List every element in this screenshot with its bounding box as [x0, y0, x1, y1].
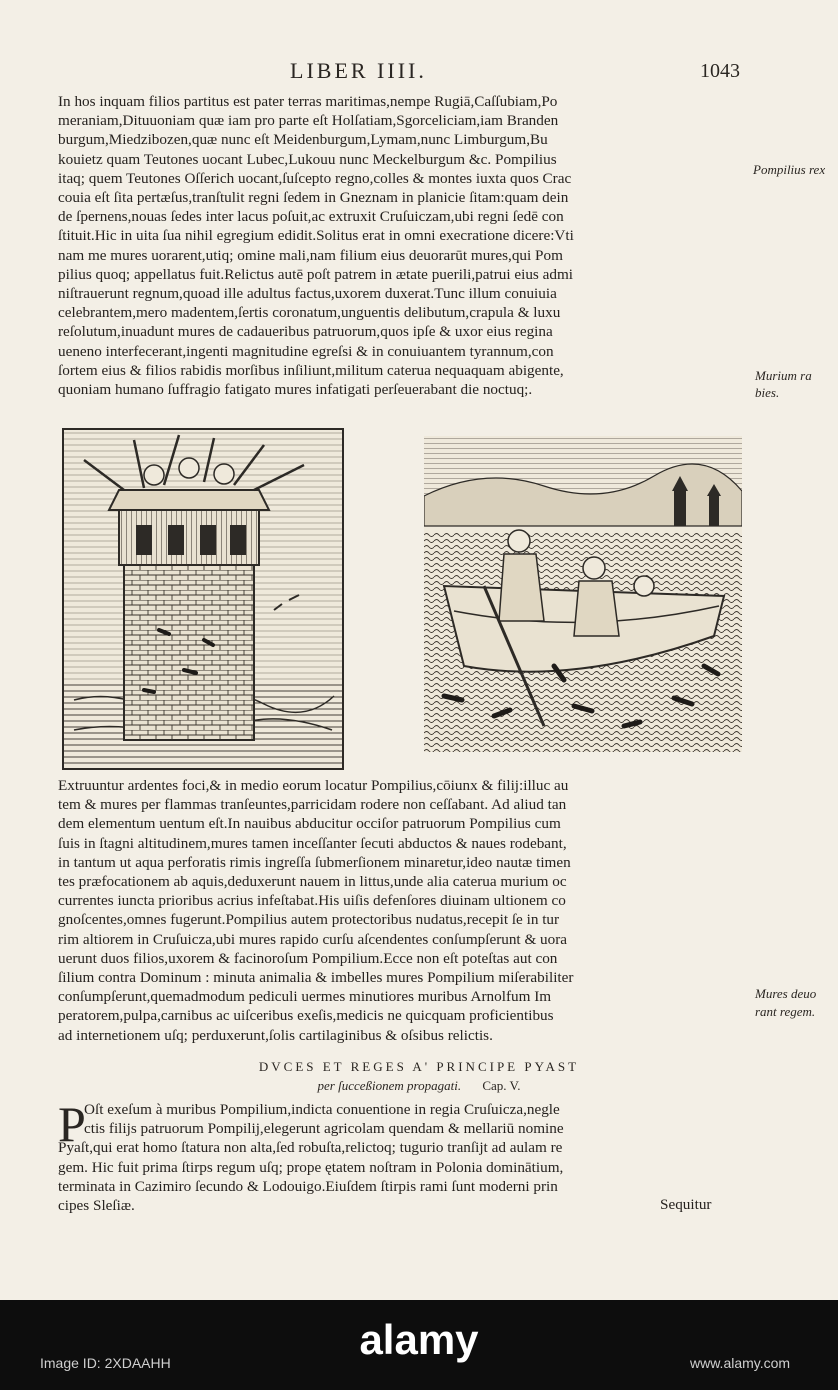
text-line: pilius quoq; appellatus fuit.Relictus autē poſt patrem in ætate puerili,patrui eius admi [58, 265, 574, 283]
paragraph-pompilius [58, 92, 748, 399]
boat-illustration [424, 436, 742, 752]
catchword: Sequitur [660, 1196, 712, 1213]
text-line: currentes iuncta prioribus acrius infeſtabat.His uiſis defenſores diuinam ultionem co [58, 892, 566, 910]
margin-note-mures-1: Mures deuo [755, 986, 817, 1001]
text-line: cipes Sleſiæ. [58, 1197, 135, 1215]
text-line: ſortem eius & filios rabidis morſibus inſiliunt,militum caterua nequaquam abigente, [58, 361, 564, 379]
paragraph-pyast [58, 1096, 748, 1215]
text-line: ctis filijs patruorum Pompilij,elegerunt agricolam quendam & mellariū nomine [84, 1120, 564, 1138]
drop-cap: P [58, 1096, 86, 1152]
text-line: in tantum ut aqua perforatis rimis ingreſſa ſubmerſionem minaretur,ideo nautæ timen [58, 853, 571, 871]
text-line: terminata in Cazimiro ſecundo & Lodouigo.Eiuſdem ſtirpis rami ſunt moderni prin [58, 1177, 558, 1195]
text-line: quoniam humano ſuffragio fatigato mures infatigati perſeuerabant die noctuq;. [58, 381, 533, 399]
margin-note-murium-1: Murium ra [755, 368, 812, 383]
text-line: gnoſcentes,omnes fugerunt.Pompilius autem protectoribus nudatus,recepit ſe in tur [58, 911, 560, 929]
text-line: celebrantem,mero madentem,ſertis coronatum,unguentis delibutum,crapula & luxu [58, 304, 561, 322]
paragraph-mice [58, 776, 748, 1045]
text-line: meraniam,Dituuoniam quæ iam pro parte eſt Holſatiam,Sgorceliciam,iam Branden [58, 112, 559, 130]
chapter-subtitle-row [0, 1078, 838, 1094]
text-line: itaq; quem Teutones Oſſerich uocant,ſuſcepto regno,colles & montes iuxta quos Crac [58, 169, 572, 187]
text-line: Oſt exeſum à muribus Pompilium,indicta conuentione in regia Cruſuicza,negle [84, 1101, 560, 1118]
site-url: www.alamy.com [690, 1355, 791, 1371]
text-line: Extruuntur ardentes foci,& in medio eorum locatur Pompilius,cōiunx & filij:illuc au [58, 777, 569, 794]
text-line: Pyaſt,qui erat homo ſtatura non alta,ſed robuſta,relictoq; tugurio tranſijt ad aulam re [58, 1139, 563, 1157]
text-line: burgum,Miedzibozen,quæ nunc eſt Meidenburgum,Lymam,nunc Limburgum,Bu [58, 131, 548, 149]
text-line: ſuis in ſtagni altitudinem,mures tamen inceſſanter ſecuti abductos & naues rodebant, [58, 834, 567, 852]
margin-note-murium-2: bies. [755, 385, 780, 400]
text-line: ſilium contra Dominum : minuta animalia & imbelles mures Pompilium miſerabiliter [58, 969, 574, 987]
chapter-subtitle: per ſucceßionem propagati. [317, 1078, 462, 1093]
text-line: tem & mures per flammas tranſeuntes,parricidam rodere non ceſſabant. Ad aliud tan [58, 796, 567, 814]
text-line: de ſpernens,nouas ſedes inter lacus poſuit,ac extruxit Cruſuiczam,ubi regni ſedē con [58, 208, 564, 226]
text-line: tes præfocationem ab aquis,deduxerunt nauem in littus,unde alia caterua murium oc [58, 873, 567, 891]
text-line: ad internetionem uſq; perduxerunt,ſolis cartilaginibus & oſsibus relictis. [58, 1026, 493, 1044]
page-number: 1043 [700, 60, 740, 82]
text-line: In hos inquam filios partitus est pater terras maritimas,nempe Rugiā,Caſſubiam,Po [58, 93, 558, 110]
image-id: Image ID: 2XDAAHH [40, 1355, 171, 1371]
text-line: peratorem,pulpa,carnibus ac uiſceribus exeſis,medicis ne quicquam proficientibus [58, 1007, 554, 1025]
tower-illustration [64, 430, 342, 768]
margin-note-mures-2: rant regem. [755, 1004, 816, 1019]
text-line: kouietz quam Teutones uocant Lubec,Lukouu nunc Meckelburgum &c. Pompilius [58, 150, 557, 168]
margin-note-pompilius: Pompilius rex [753, 162, 826, 177]
running-head: LIBER IIII. [290, 58, 427, 83]
text-line: rim altiorem in Cruſuicza,ubi mures rapido curſu aſcendentes conſumpſerunt & uora [58, 930, 568, 948]
woodcut-boat [424, 436, 742, 752]
woodcut-tower [62, 428, 344, 770]
text-line: reſolutum,inuadunt mures de cadaueribus patruorum,quos ipſe & uxor eius regina [58, 323, 553, 341]
chapter-title: DVCES ET REGES A' PRINCIPE PYAST [258, 1059, 580, 1074]
text-line: ſtituit.Hic in uita ſua nihil egregium edidit.Solitus erat in omni execratione dicere:Vti [58, 227, 574, 245]
text-line: conſumpſerunt,quemadmodum pediculi uermes minutiores muribus Arnolfum Im [58, 988, 552, 1006]
text-line: dem elementum uentum eſt.In nauibus abducitur occiſor patruorum Pompilius cum [58, 815, 561, 833]
text-line: gem. Hic fuit prima ſtirps regum uſq; prope ętatem noſtram in Polonia dominātium, [58, 1158, 564, 1176]
chapter-number: Cap. V. [482, 1078, 521, 1093]
text-line: ueneno interfecerant,ingenti magnitudine egreſsi & in conuiuantem tyrannum,con [58, 342, 554, 360]
brand-logo: alamy [359, 1316, 479, 1363]
text-line: niſtrauerunt regnum,quoad ille adultus factus,uxorem duxerat.Tunc illum conuiuia [58, 285, 557, 303]
text-line: couia eſt ſita pertæſus,tranſtulit regni ſedem in Gneznam in planicie ſitam:quam dein [58, 189, 569, 207]
text-line: nam me mures uorarent,utiq; omine mali,nam filium eius deuorarūt mures,qui Pom [58, 246, 563, 264]
text-line: uerunt duos filios,uxorem & facinoroſum Pompilium.Ecce non eſt poteſtas aut con [58, 949, 558, 967]
